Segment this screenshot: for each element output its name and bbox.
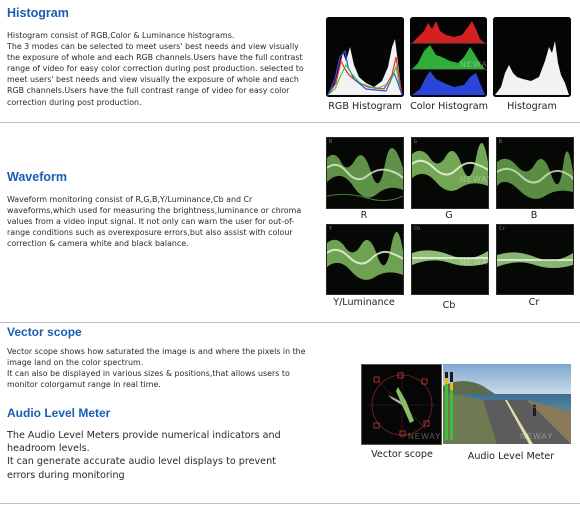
audio-level-meter-title: Audio Level Meter bbox=[7, 406, 111, 420]
rgb-histogram-image bbox=[326, 17, 404, 97]
color-histogram-image bbox=[410, 17, 487, 97]
waveform-cr-image bbox=[496, 224, 574, 295]
vector-scope-description: Vector scope shows how saturated the image is and where the pixels in the image land on the color spectrum. It can also be displayed in various sizes & positions,that allows users to monitor colorgamut range in real time. bbox=[7, 347, 306, 390]
waveform-title: Waveform bbox=[7, 170, 67, 184]
watermark: NEWAY bbox=[460, 60, 494, 69]
waveform-r-tag: R bbox=[329, 139, 333, 145]
waveform-g-tag: G bbox=[414, 139, 418, 145]
caption-y-luminance: Y/Luminance bbox=[333, 297, 395, 308]
watermark: NEWAY bbox=[460, 258, 494, 267]
section-divider bbox=[0, 122, 580, 123]
watermark: NEWAY bbox=[520, 432, 554, 441]
waveform-y-tag: Y bbox=[329, 226, 333, 232]
waveform-b-image bbox=[496, 137, 574, 209]
waveform-b-tag: B bbox=[499, 139, 503, 145]
histogram-description: Histogram consist of RGB,Color & Luminance histograms. The 3 modes can be selected to meet users' best needs and view visually the exposure of whole and each RGB channels.Users have the full contrast range of video for easy color correction during post production. selected to meet users' best needs and view visually the exposure of whole and each RGB channels.Users have the full contrast range of video for easy color correction during post production. bbox=[7, 31, 304, 107]
section-divider bbox=[0, 503, 580, 504]
section-divider bbox=[0, 322, 580, 323]
luminance-histogram-image bbox=[493, 17, 571, 97]
caption-cb: Cb bbox=[442, 300, 456, 311]
waveform-description: Waveform monitoring consist of R,G,B,Y/Luminance,Cb and Cr waveforms,which used for measuring the brightness,luminance or chroma values from a video input signal. It not only can warn the user for out-of-range conditions such as overexposure errors,but also assist with colour correction & camera white and black balance. bbox=[7, 195, 302, 249]
watermark: NEWAY bbox=[460, 175, 494, 184]
caption-color-histogram: Color Histogram bbox=[410, 101, 488, 112]
caption-audio-level-meter: Audio Level Meter bbox=[467, 451, 555, 462]
waveform-g-image bbox=[411, 137, 489, 209]
watermark: NEWAY bbox=[408, 432, 442, 441]
waveform-cr-tag: Cr bbox=[499, 226, 506, 232]
histogram-title: Histogram bbox=[7, 6, 69, 20]
audio-level-meter-description: The Audio Level Meters provide numerical indicators and headroom levels. It can generate accurate audio level displays to prevent errors during monitoring bbox=[7, 430, 281, 481]
caption-g: G bbox=[445, 210, 453, 221]
caption-b: B bbox=[530, 210, 538, 221]
caption-r: R bbox=[360, 210, 368, 221]
vector-scope-title: Vector scope bbox=[7, 325, 82, 339]
waveform-r-image bbox=[326, 137, 404, 209]
caption-cr: Cr bbox=[528, 297, 540, 308]
caption-histogram: Histogram bbox=[507, 101, 557, 112]
waveform-y-luminance-image bbox=[326, 224, 404, 295]
waveform-cb-tag: Cb bbox=[414, 226, 421, 232]
caption-vector-scope: Vector scope bbox=[371, 449, 433, 460]
caption-rgb-histogram: RGB Histogram bbox=[328, 101, 402, 112]
